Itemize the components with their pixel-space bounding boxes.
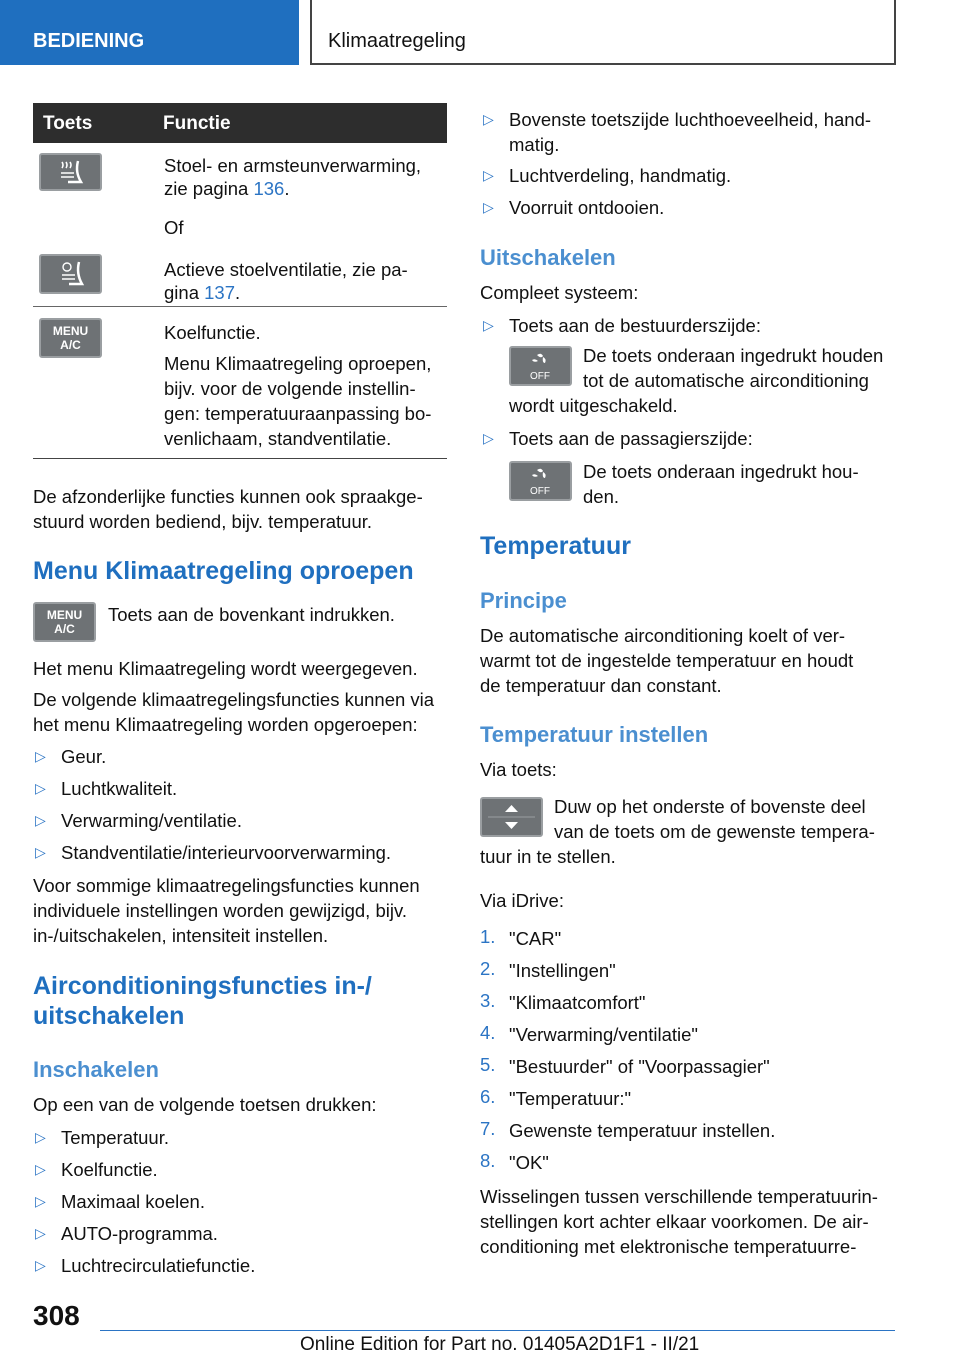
principe-line3: de temperatuur dan constant. <box>480 675 722 696</box>
list-item: Voorruit ontdooien. <box>509 197 665 218</box>
bestuurder-line1: De toets onderaan ingedrukt houden <box>583 345 884 366</box>
page-link-137[interactable]: 137 <box>204 282 235 303</box>
via-idrive: Via iDrive: <box>480 890 564 911</box>
step-text: Gewenste temperatuur instellen. <box>509 1120 776 1141</box>
bullet-icon: ▷ <box>483 317 494 333</box>
col-header-functie: Functie <box>163 113 231 134</box>
step-text: "Temperatuur:" <box>509 1088 632 1109</box>
row3-title: Koelfunctie. <box>164 322 261 343</box>
row3-line1: Menu Klimaatregeling oproepen, <box>164 353 432 374</box>
bullet-icon: ▷ <box>35 844 46 860</box>
menu-btn-instruction: Toets aan de bovenkant indrukken. <box>108 604 395 625</box>
bullet-icon: ▷ <box>483 430 494 446</box>
seat-heating-button-icon <box>39 153 102 191</box>
para-individueel-1: Voor sommige klimaatregelingsfuncties kunnen <box>33 875 420 896</box>
list-item: Luchtrecirculatiefunctie. <box>61 1255 256 1276</box>
step-text: "Instellingen" <box>509 960 616 981</box>
list-item: Bovenste toetszijde luchthoeveelheid, hand- <box>509 109 872 130</box>
row2-line2-text: gina <box>164 282 205 303</box>
passagier-line1: De toets onderaan ingedrukt hou- <box>583 461 859 482</box>
page-number: 308 <box>33 1300 80 1331</box>
list-item: Luchtkwaliteit. <box>61 778 178 799</box>
step-text: "Klimaatcomfort" <box>509 992 646 1013</box>
menu-ac-button-icon-2 <box>33 602 96 642</box>
list-item: Standventilatie/interieurvoorverwarming. <box>61 842 392 863</box>
heading-inschakelen: Inschakelen <box>33 1057 159 1082</box>
chapter-title: Klimaatregeling <box>328 30 466 52</box>
menu-btn2-label-1: MENU <box>46 608 83 622</box>
row2-line2 <box>164 280 240 305</box>
toets-line2: van de toets om de gewenste tempera- <box>554 821 875 842</box>
chapter-tab <box>310 0 896 65</box>
row1-line2-suffix: . <box>284 178 290 199</box>
list-item: Toets aan de bestuurderszijde: <box>509 315 761 336</box>
step-text: "OK" <box>509 1152 549 1173</box>
row3-line3: gen: temperatuuraanpassing bo- <box>164 403 432 424</box>
off-label: OFF <box>530 371 550 382</box>
bullet-icon: ▷ <box>35 812 46 828</box>
list-item: Koelfunctie. <box>61 1159 158 1180</box>
heading-principe: Principe <box>480 588 567 613</box>
menu-btn-label-1: MENU <box>52 324 89 338</box>
list-item: Verwarming/ventilatie. <box>61 810 242 831</box>
row1-line1: Stoel- en armsteunverwarming, <box>164 155 422 176</box>
seat-ventilation-button-icon <box>39 254 102 294</box>
principe-line1: De automatische airconditioning koelt of ver- <box>480 625 846 646</box>
last-para-1: Wisselingen tussen verschillende temperatuurin- <box>480 1186 878 1207</box>
para-functies-2: het menu Klimaatregeling worden opgeroepen: <box>33 714 418 735</box>
row2-line2-suffix: . <box>235 282 241 303</box>
heading-temperatuur-instellen: Temperatuur instellen <box>480 722 709 747</box>
menu-ac-button-icon <box>39 318 102 358</box>
principe-line2: warmt tot de ingestelde temperatuur en houdt <box>480 650 854 671</box>
list-item: AUTO-programma. <box>61 1223 218 1244</box>
step-number: 5. <box>480 1054 496 1075</box>
bestuurder-line2: tot de automatische airconditioning <box>583 370 869 391</box>
page-link-136[interactable]: 136 <box>253 178 285 199</box>
bullet-icon: ▷ <box>35 780 46 796</box>
list-item-cont: matig. <box>509 134 560 155</box>
bullet-icon: ▷ <box>483 167 494 183</box>
step-number: 4. <box>480 1022 496 1043</box>
step-number: 2. <box>480 958 496 979</box>
para-individueel-2: individuele instellingen worden gewijzigd, bijv. <box>33 900 407 921</box>
table-bottom-line <box>33 458 447 459</box>
row2-line1: Actieve stoelventilatie, zie pa- <box>164 259 408 280</box>
list-item: Maximaal koelen. <box>61 1191 205 1212</box>
list-item: Temperatuur. <box>61 1127 169 1148</box>
menu-btn-label-2: A/C <box>60 338 81 352</box>
bullet-icon: ▷ <box>35 748 46 764</box>
fan-off-button-icon-2 <box>509 461 572 501</box>
step-number: 3. <box>480 990 496 1011</box>
heading-airco-1: Airconditioningsfuncties in-/ <box>33 972 372 1000</box>
heading-temperatuur: Temperatuur <box>480 532 631 560</box>
bestuurder-line3: wordt uitgeschakeld. <box>509 395 678 416</box>
row3-line4: venlichaam, standventilatie. <box>164 428 392 449</box>
step-number: 7. <box>480 1118 496 1139</box>
heading-uitschakelen: Uitschakelen <box>480 245 616 270</box>
bullet-icon: ▷ <box>35 1129 46 1145</box>
list-item: Geur. <box>61 746 107 767</box>
para-menu-weergegeven: Het menu Klimaatregeling wordt weergegeven. <box>33 658 418 679</box>
step-text: "CAR" <box>509 928 562 949</box>
para-individueel-3: in-/uitschakelen, intensiteit instellen. <box>33 925 329 946</box>
para-spraak-1: De afzonderlijke functies kunnen ook spraakge- <box>33 486 423 507</box>
bullet-icon: ▷ <box>483 199 494 215</box>
bullet-icon: ▷ <box>35 1257 46 1273</box>
table-header <box>33 103 447 143</box>
step-text: "Verwarming/ventilatie" <box>509 1024 698 1045</box>
bullet-icon: ▷ <box>35 1161 46 1177</box>
fan-off-button-icon <box>509 346 572 386</box>
list-item: Toets aan de passagierszijde: <box>509 428 753 449</box>
toets-line1: Duw op het onderste of bovenste deel <box>554 796 866 817</box>
bullet-icon: ▷ <box>35 1225 46 1241</box>
heading-airco-2: uitschakelen <box>33 1002 185 1030</box>
footer-divider <box>100 1330 895 1331</box>
step-number: 1. <box>480 926 496 947</box>
temperature-updown-button-icon <box>480 797 543 837</box>
para-compleet: Compleet systeem: <box>480 282 639 303</box>
para-functies-1: De volgende klimaatregelingsfuncties kunnen via <box>33 689 435 710</box>
step-number: 6. <box>480 1086 496 1107</box>
row1-line2-text: zie pagina <box>164 178 254 199</box>
section-title: BEDIENING <box>33 30 145 52</box>
footer-edition: Online Edition for Part no. 01405A2D1F1 - II/21 <box>300 1334 700 1355</box>
via-toets: Via toets: <box>480 759 557 780</box>
last-para-3: conditioning met elektronische temperatuurre- <box>480 1236 857 1257</box>
row3-line2: bijv. voor de volgende instellin- <box>164 378 416 399</box>
para-inschakelen: Op een van de volgende toetsen drukken: <box>33 1094 377 1115</box>
row1-of: Of <box>164 217 184 238</box>
table-divider <box>33 306 447 307</box>
row1-line2 <box>164 176 290 201</box>
step-text: "Bestuurder" of "Voorpassagier" <box>509 1056 770 1077</box>
bullet-icon: ▷ <box>483 111 494 127</box>
off-label-2: OFF <box>530 486 550 497</box>
last-para-2: stellingen kort achter elkaar voorkomen. De air- <box>480 1211 869 1232</box>
menu-btn2-label-2: A/C <box>54 622 75 636</box>
section-tab <box>0 0 299 65</box>
toets-line3: tuur in te stellen. <box>480 846 616 867</box>
bullet-icon: ▷ <box>35 1193 46 1209</box>
step-number: 8. <box>480 1150 496 1171</box>
passagier-line2: den. <box>583 486 620 507</box>
col-header-toets: Toets <box>43 113 93 134</box>
list-item: Luchtverdeling, handmatig. <box>509 165 732 186</box>
heading-menu-klimaatregeling: Menu Klimaatregeling oproepen <box>33 557 414 585</box>
para-spraak-2: stuurd worden bediend, bijv. temperatuur. <box>33 511 373 532</box>
